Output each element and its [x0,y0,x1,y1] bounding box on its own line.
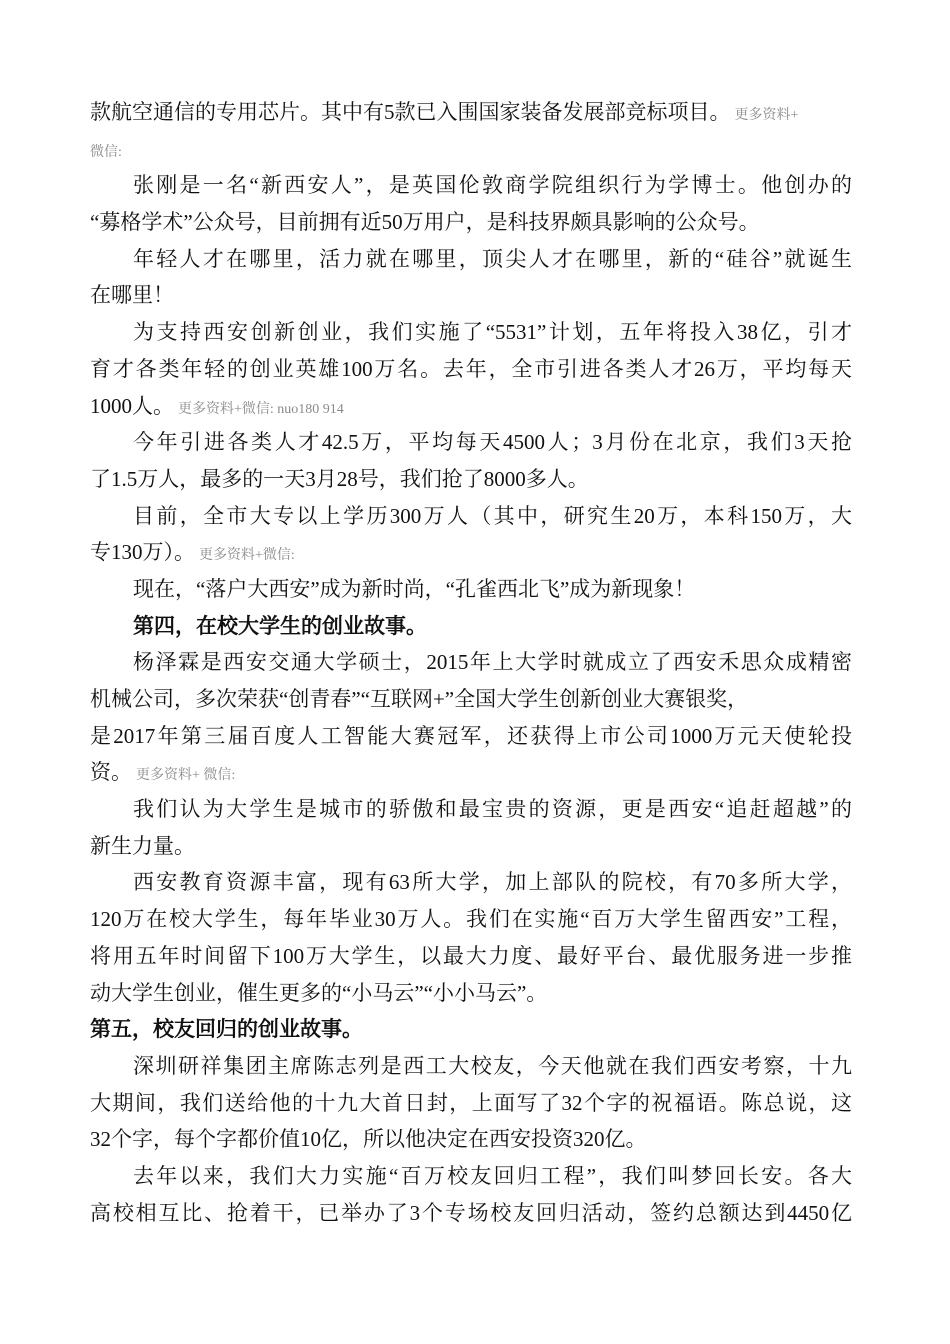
text-line [90,864,852,901]
line-text: 新生力量。 [90,833,195,858]
text-line [90,901,852,938]
line-text: 将用五年时间留下100万大学生，以最大力度、最好平台、最优服务进一步推 [90,943,852,968]
line-text: “募格学术”公众号，目前拥有近50万用户，是科技界颇具影响的公众号。 [90,210,760,235]
text-line [90,975,852,1012]
text-line [90,241,852,278]
line-text: 在哪里！ [90,283,174,308]
text-line [90,388,852,425]
line-text: 今年引进各类人才42.5万，平均每天4500人；3月份在北京，我们3天抢 [133,430,852,455]
line-text: 120万在校大学生，每年毕业30万人。我们在实施“百万大学生留西安”工程， [90,907,852,932]
line-text: 第四，在校大学生的创业故事。 [133,613,427,638]
line-text: 为支持西安创新创业，我们实施了“5531”计划，五年将投入38亿，引才 [133,320,852,345]
line-text: 款航空通信的专用芯片。其中有5款已入围国家装备发展部竞标项目。 [90,100,731,124]
watermark-note: 更多资料+ [734,108,799,123]
line-text: 了1.5万人，最多的一天3月28号，我们抢了8000多人。 [90,466,589,491]
line-text: 深圳研祥集团主席陈志列是西工大校友，今天他就在我们西安考察，十九 [133,1053,852,1078]
text-line [90,1195,852,1232]
line-text: 1000人。 [90,393,174,418]
text-line [90,571,852,608]
line-text: 专130万）。 [90,540,195,565]
text-line [90,644,852,681]
text-line [90,131,852,168]
line-text: 资。 [90,760,132,785]
text-line [90,424,852,461]
text-line [90,1085,852,1122]
line-text: 机械公司，多次荣获“创青春”“互联网+”全国大学生创新创业大赛银奖， [90,687,749,711]
text-line [90,718,852,755]
text-line [90,681,852,718]
line-text: 育才各类年轻的创业英雄100万名。去年，全市引进各类人才26万，平均每天 [90,356,852,381]
text-line [90,498,852,535]
line-text: 大期间，我们送给他的十九大首日封，上面写了32个字的祝福语。陈总说，这 [90,1090,852,1115]
watermark-note: 更多资料+ 微信: [136,768,236,784]
text-line [90,314,852,351]
text-line [90,1121,852,1158]
line-text: 去年以来，我们大力实施“百万校友回归工程”，我们叫梦回长安。各大 [133,1163,852,1188]
text-line [90,938,852,975]
text-line [90,754,852,791]
watermark-note: 微信: [90,144,122,160]
text-line [90,461,852,498]
line-text: 现在，“落户大西安”成为新时尚，“孔雀西北飞”成为新现象！ [133,576,696,601]
line-text: 年轻人才在哪里，活力就在哪里，顶尖人才在哪里，新的“硅谷”就诞生 [133,246,852,271]
text-line [90,1048,852,1085]
line-text: 我们认为大学生是城市的骄傲和最宝贵的资源，更是西安“追赶超越”的 [133,797,852,822]
text-line [90,277,852,314]
line-text: 第五，校友回归的创业故事。 [90,1017,363,1042]
line-text: 张刚是一名“新西安人”，是英国伦敦商学院组织行为学博士。他创办的 [133,173,852,198]
text-line [90,204,852,241]
line-text: 高校相互比、抢着干，已举办了3个专场校友回归活动，签约总额达到4450亿 [90,1200,852,1225]
line-text: 目前，全市大专以上学历300万人（其中，研究生20万，本科150万，大 [133,503,852,528]
line-text: 动大学生创业，催生更多的“小马云”“小小马云”。 [90,980,548,1005]
text-line [90,828,852,865]
section-heading [90,608,852,645]
watermark-note: 更多资料+微信: nuo180 914 [178,401,344,417]
text-line [90,94,852,131]
text-line [90,1158,852,1195]
text-line [90,167,852,204]
text-line [90,534,852,571]
section-heading [90,1011,852,1048]
line-text: 西安教育资源丰富，现有63所大学，加上部队的院校，有70多所大学， [133,870,852,895]
watermark-note: 更多资料+微信: [199,548,295,564]
text-line [90,351,852,388]
line-text: 是2017年第三届百度人工智能大赛冠军，还获得上市公司1000万元天使轮投 [90,723,852,748]
text-line [90,791,852,828]
line-text: 杨泽霖是西安交通大学硕士，2015年上大学时就成立了西安禾思众成精密 [133,650,852,675]
line-text: 32个字，每个字都价值10亿，所以他决定在西安投资320亿。 [90,1127,647,1152]
document-body [90,94,852,1231]
